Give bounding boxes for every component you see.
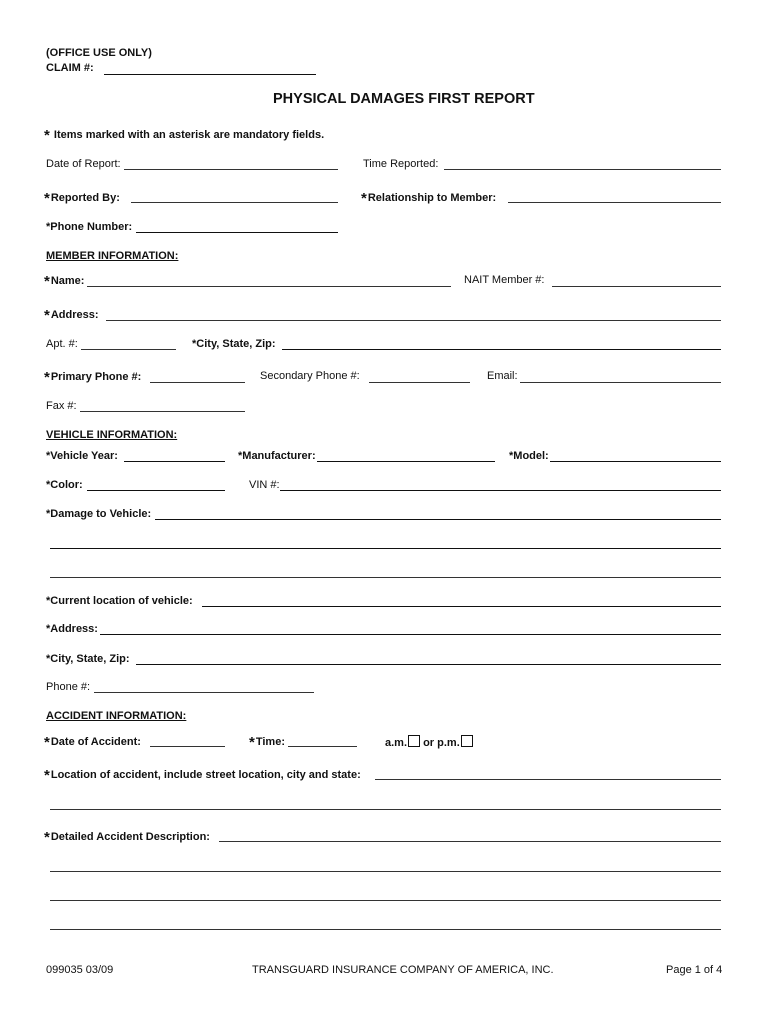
accident-description-field-line-2[interactable] — [50, 871, 721, 872]
mandatory-note — [44, 127, 324, 142]
asterisk-mark: * — [44, 190, 50, 207]
secondary-phone-field[interactable] — [369, 382, 470, 383]
vehicle-address-field[interactable] — [100, 634, 721, 635]
reported-by-label — [44, 190, 120, 205]
asterisk-mark: * — [361, 190, 367, 207]
fax-label: Fax #: — [46, 400, 77, 412]
pm-checkbox[interactable] — [461, 735, 473, 747]
accident-location-label — [44, 767, 361, 782]
accident-location-field-line-2[interactable] — [50, 809, 721, 810]
apt-field[interactable] — [81, 349, 176, 350]
accident-description-label — [44, 829, 210, 844]
member-address-text: Address: — [50, 309, 99, 321]
accident-description-field-line-1[interactable] — [219, 841, 721, 842]
am-label: a.m. — [385, 737, 408, 749]
manufacturer-label: *Manufacturer: — [238, 450, 316, 462]
relationship-field[interactable] — [508, 202, 721, 203]
pm-label: or p.m. — [423, 737, 460, 749]
reported-by-text: Reported By: — [50, 192, 120, 204]
asterisk-mark: * — [44, 307, 50, 324]
member-name-field[interactable] — [87, 286, 451, 287]
accident-description-field-line-4[interactable] — [50, 929, 721, 930]
date-of-report-field[interactable] — [124, 169, 338, 170]
member-city-label: *City, State, Zip: — [192, 338, 276, 350]
accident-info-heading: ACCIDENT INFORMATION: — [46, 710, 187, 722]
current-location-field[interactable] — [202, 606, 721, 607]
member-info-heading: MEMBER INFORMATION: — [46, 250, 179, 262]
nait-member-label: NAIT Member #: — [464, 274, 545, 286]
vehicle-address-label: *Address: — [46, 623, 98, 635]
member-name-label — [44, 273, 84, 288]
damage-field-line-3[interactable] — [50, 577, 721, 578]
primary-phone-label — [44, 369, 141, 384]
date-of-report-label: Date of Report: — [46, 158, 121, 170]
model-field[interactable] — [550, 461, 721, 462]
secondary-phone-label: Secondary Phone #: — [260, 370, 360, 382]
accident-location-field-line-1[interactable] — [375, 779, 721, 780]
accident-date-label — [44, 734, 141, 749]
accident-time-label — [249, 734, 285, 749]
accident-description-text: Detailed Accident Description: — [50, 831, 210, 843]
member-city-field[interactable] — [282, 349, 721, 350]
accident-date-text: Date of Accident: — [50, 736, 141, 748]
email-field[interactable] — [520, 382, 721, 383]
vin-field[interactable] — [280, 490, 721, 491]
email-label: Email: — [487, 370, 518, 382]
page-title: PHYSICAL DAMAGES FIRST REPORT — [273, 91, 535, 107]
manufacturer-field[interactable] — [317, 461, 495, 462]
claim-number-field[interactable] — [104, 74, 316, 75]
asterisk-mark: * — [249, 734, 255, 751]
claim-number-label: CLAIM #: — [46, 62, 94, 74]
accident-time-text: Time: — [255, 736, 285, 748]
form-code: 099035 03/09 — [46, 964, 114, 976]
primary-phone-field[interactable] — [150, 382, 245, 383]
asterisk-mark: * — [44, 369, 50, 386]
member-name-text: Name: — [50, 275, 85, 287]
am-pm-group — [385, 735, 473, 750]
damage-field-line-2[interactable] — [50, 548, 721, 549]
vehicle-city-field[interactable] — [136, 664, 721, 665]
phone-number-field[interactable] — [136, 232, 338, 233]
damage-field-line-1[interactable] — [155, 519, 721, 520]
phone-number-label: *Phone Number: — [46, 221, 133, 233]
asterisk-mark: * — [44, 127, 50, 144]
time-reported-label: Time Reported: — [363, 158, 439, 170]
nait-member-field[interactable] — [552, 286, 721, 287]
damage-label: *Damage to Vehicle: — [46, 508, 152, 520]
relationship-label — [361, 190, 496, 205]
color-field[interactable] — [87, 490, 225, 491]
member-address-field[interactable] — [106, 320, 721, 321]
member-address-label — [44, 307, 99, 322]
reported-by-field[interactable] — [131, 202, 338, 203]
relationship-text: Relationship to Member: — [367, 192, 497, 204]
vehicle-phone-field[interactable] — [94, 692, 314, 693]
company-name: TRANSGUARD INSURANCE COMPANY OF AMERICA, INC. — [252, 964, 554, 976]
vehicle-year-label: *Vehicle Year: — [46, 450, 118, 462]
color-label: *Color: — [46, 479, 83, 491]
current-location-label: *Current location of vehicle: — [46, 595, 193, 607]
primary-phone-text: Primary Phone #: — [50, 371, 142, 383]
accident-time-field[interactable] — [288, 746, 357, 747]
am-checkbox[interactable] — [408, 735, 420, 747]
mandatory-note-text: Items marked with an asterisk are mandatory fields. — [53, 129, 325, 141]
vehicle-info-heading: VEHICLE INFORMATION: — [46, 429, 178, 441]
time-reported-field[interactable] — [444, 169, 721, 170]
vehicle-city-label: *City, State, Zip: — [46, 653, 130, 665]
asterisk-mark: * — [44, 767, 50, 784]
vin-label: VIN #: — [249, 479, 280, 491]
apt-label: Apt. #: — [46, 338, 78, 350]
asterisk-mark: * — [44, 829, 50, 846]
asterisk-mark: * — [44, 734, 50, 751]
vehicle-phone-label: Phone #: — [46, 681, 91, 693]
page-number: Page 1 of 4 — [666, 964, 723, 976]
asterisk-mark: * — [44, 273, 50, 290]
accident-date-field[interactable] — [150, 746, 225, 747]
fax-field[interactable] — [80, 411, 245, 412]
vehicle-year-field[interactable] — [124, 461, 225, 462]
accident-location-text: Location of accident, include street location, city and state: — [50, 769, 361, 781]
model-label: *Model: — [509, 450, 549, 462]
office-use-label: (OFFICE USE ONLY) — [46, 47, 152, 59]
accident-description-field-line-3[interactable] — [50, 900, 721, 901]
